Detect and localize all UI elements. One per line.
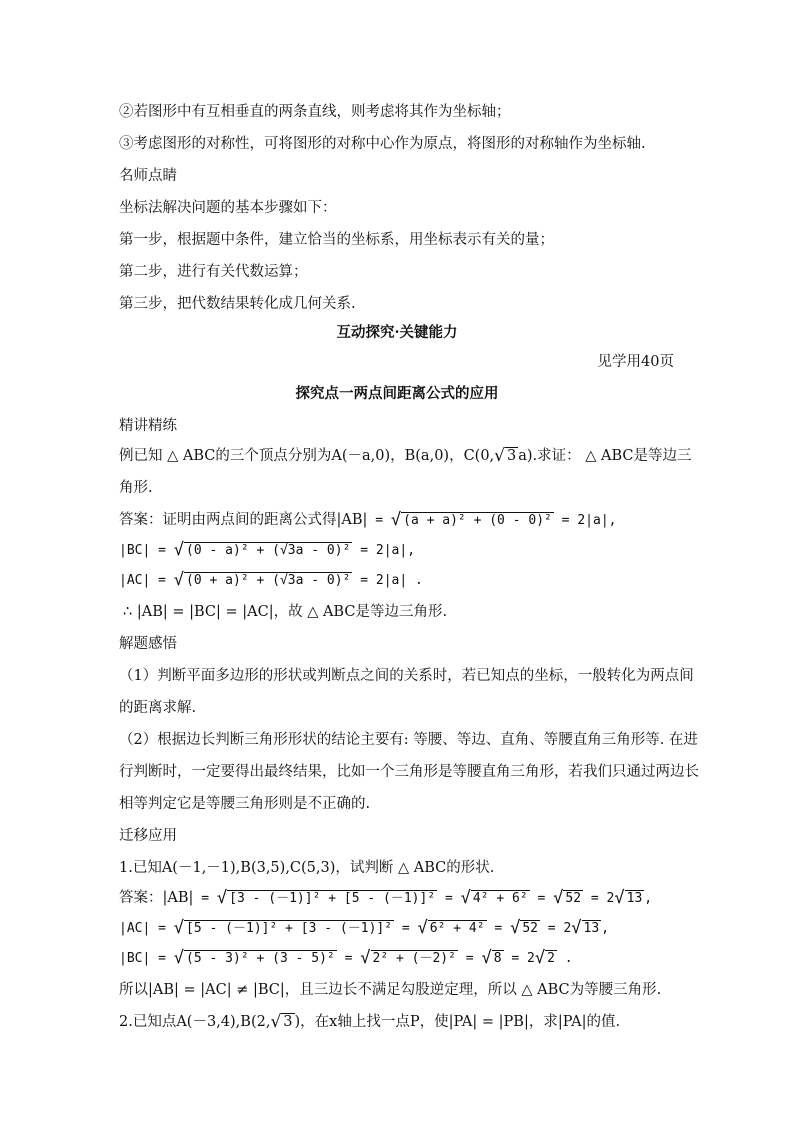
text-line: 1.已知A(－1,－1),B(3,5),C(5,3)，试判断 △ ABC的形状.: [119, 860, 495, 876]
radical-body: 2² + (－2)²: [372, 951, 456, 966]
radical-body: 2: [547, 951, 555, 966]
answer-text: = 2|a| .: [352, 573, 423, 588]
answer-text: 答案：|AB|: [119, 890, 194, 906]
radical: √ 4² + 6²: [460, 888, 528, 908]
question-text: 2.已知点A(－3,4),B(2,: [119, 1014, 271, 1030]
subsection-title: 探究点一两点间距离公式的应用: [295, 385, 499, 402]
answer-text: |AC|: [119, 921, 151, 936]
equals: =: [193, 891, 217, 906]
text-line: 相等判定它是等腰三角形则是不正确的.: [119, 796, 371, 812]
text-line: （2）根据边长判断三角形形状的结论主要有: 等腰、等边、直角、等腰直角三角形等. 在进: [119, 732, 698, 748]
example-text: 例已知 △ ABC的三个顶点分别为A(－a,0)，B(a,0)，C(0,: [119, 448, 495, 464]
radical: √ (0 - a)² + (√3a - 0)²: [173, 540, 351, 560]
question-text: )，在x轴上找一点P，使|PA| = |PB|，求|PA|的值.: [294, 1014, 621, 1030]
radical-body: 3: [507, 448, 517, 464]
radical-body: [5 - (－1)]² + [3 - (－1)]²: [186, 921, 393, 936]
answer-line: |BC| = √ (5 - 3)² + (3 - 5)² = √ 2² + (－2)² = √ 8 = 2√ 2 .: [119, 948, 573, 968]
radical: √ 13: [614, 888, 643, 908]
radical: √ 8: [481, 948, 502, 968]
page-reference: 见学用40页: [597, 354, 674, 370]
answer-line: [119, 570, 423, 591]
radical-body: 3: [283, 1014, 293, 1030]
radical: √ 3: [494, 446, 517, 466]
equals: =: [150, 543, 174, 558]
text-line: 所以|AB| = |AC| ≠ |BC|，且三边长不满足勾股逆定理，所以 △ ABC为等腰三角形.: [119, 982, 662, 998]
radical-body: 52: [522, 921, 538, 936]
text-line: ③考虑图形的对称性，可将图形的对称中心作为原点，将图形的对称轴作为坐标轴.: [119, 136, 646, 152]
radical: √ 6² + 4²: [417, 918, 485, 938]
radical-body: (0 + a)² + (√3a - 0)²: [186, 573, 351, 588]
radical: √ (0 + a)² + (√3a - 0)²: [173, 570, 351, 590]
answer-text: = 2|a|,: [352, 543, 416, 558]
text-line: 第二步，进行有关代数运算；: [119, 264, 308, 280]
radical: √ 2: [534, 948, 555, 968]
radical-body: 52: [565, 891, 582, 906]
text-line: 的距离求解.: [119, 700, 197, 716]
answer-text: 答案：证明由两点间的距离公式得|AB|: [119, 512, 368, 528]
equals: =: [367, 513, 391, 528]
equals: =: [150, 573, 174, 588]
radical-body: 4² + 6²: [472, 891, 528, 906]
text-line: （1）判断平面多边形的形状或判断点之间的关系时，若已知点的坐标，一般转化为两点间: [119, 668, 694, 684]
text-line: 行判断时，一定要得出最终结果，比如一个三角形是等腰直角三角形，若我们只通过两边长: [119, 764, 699, 780]
answer-line: [119, 540, 415, 561]
radical-body: 13: [583, 921, 600, 936]
radical: √ (a + a)² + (0 - 0)²: [390, 510, 552, 530]
radical: √ (5 - 3)² + (3 - 5)²: [173, 948, 335, 968]
radical: √ [3 - (－1)]² + [5 - (－1)]²: [216, 888, 436, 908]
example-text: a).求证： △ ABC是等边三: [518, 448, 692, 464]
text-line: 第一步，根据题中条件，建立恰当的坐标系，用坐标表示有关的量；: [119, 232, 554, 248]
text-line: 第三步，把代数结果转化成几何关系.: [119, 296, 356, 312]
answer-text: |BC|: [119, 951, 151, 966]
text-line: 精讲精练: [119, 418, 177, 434]
text-line: ②若图形中有互相垂直的两条直线，则考虑将其作为坐标轴；: [119, 104, 511, 120]
answer-line: 答案：|AB| = √ [3 - (－1)]² + [5 - (－1)]² = √ 4² + 6² = √ 52 = 2√ 13 ,: [119, 888, 653, 908]
text-line: 迁移应用: [119, 828, 177, 844]
radical-body: (a + a)² + (0 - 0)²: [403, 513, 552, 528]
radical-body: 8: [493, 951, 502, 966]
radical-body: 6² + 4²: [429, 921, 485, 936]
example-line: [119, 446, 692, 466]
text-line: ∴ |AB| = |BC| = |AC|，故 △ ABC是等边三角形.: [123, 604, 448, 620]
text-line: 坐标法解决问题的基本步骤如下：: [119, 200, 337, 216]
radical-body: (0 - a)² + (√3a - 0)²: [186, 543, 351, 558]
radical: √ 3: [270, 1012, 293, 1032]
radical-body: [3 - (－1)]² + [5 - (－1)]²: [229, 891, 436, 906]
text-line: 名师点睛: [119, 168, 177, 184]
text-line: 解题感悟: [119, 636, 177, 652]
answer-text: |AC|: [119, 573, 151, 588]
section-title: 互动探究·关键能力: [336, 324, 458, 341]
radical: √ 52: [510, 918, 538, 938]
radical: √ 2² + (－2)²: [360, 948, 456, 968]
answer-line: |AC| = √ [5 - (－1)]² + [3 - (－1)]² = √ 6² + 4² = √ 52 = 2√ 13 ,: [119, 918, 610, 938]
radical-body: 13: [626, 891, 643, 906]
radical: √ 13: [571, 918, 600, 938]
answer-line: [119, 510, 616, 531]
question-line: [119, 1012, 620, 1032]
answer-text: |BC|: [119, 543, 151, 558]
radical-body: (5 - 3)² + (3 - 5)²: [186, 951, 335, 966]
radical: √ [5 - (－1)]² + [3 - (－1)]²: [173, 918, 393, 938]
text-line: 角形.: [119, 480, 153, 496]
radical: √ 52: [553, 888, 582, 908]
answer-text: = 2|a|,: [553, 513, 617, 528]
